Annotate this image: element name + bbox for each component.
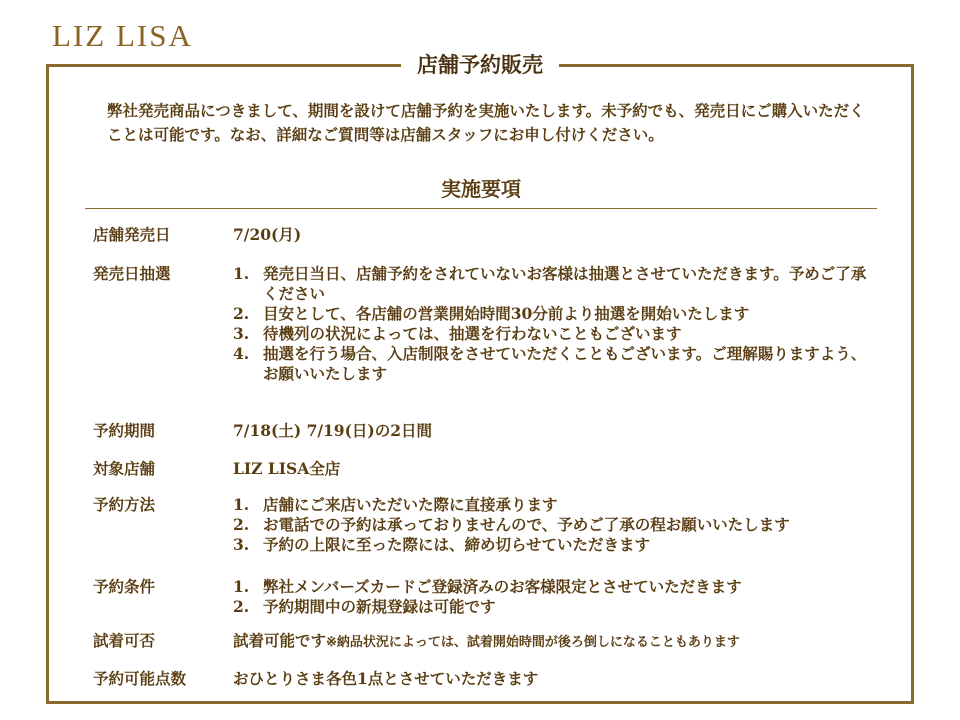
list-item: 2. お電話での予約は承っておりませんので、予めご了承の程お願いいたします xyxy=(233,515,790,534)
row-value: おひとりさま各色1点とさせていただきます xyxy=(233,669,539,688)
list-item: 4. 抽選を行う場合、入店制限をさせていただくこともございます。ご理解賜りますよう、お願いいたします xyxy=(233,344,867,383)
list-item: 3. 予約の上限に至った際には、締め切らせていただきます xyxy=(233,535,651,554)
list-item: 1. 店舗にご来店いただいた際に直接承ります xyxy=(233,495,558,514)
row-value: 7/20(月) xyxy=(233,225,302,244)
row-value: 試着可能です xyxy=(233,631,327,650)
list-item: 1. 弊社メンバーズカードご登録済みのお客様限定とさせていただきます xyxy=(233,577,742,596)
brand-logo: LIZ LISA xyxy=(52,18,193,53)
conditions-list xyxy=(233,577,873,617)
row-label: 予約条件 xyxy=(93,577,156,596)
row-label: 予約方法 xyxy=(93,495,156,514)
row-label: 対象店舗 xyxy=(93,459,156,478)
frame-title: 店舗予約販売 xyxy=(401,51,559,79)
lottery-list xyxy=(233,264,873,384)
row-label: 予約可能点数 xyxy=(93,669,187,688)
reservation-notice-frame xyxy=(46,52,914,704)
row-value: 7/18(土) 7/19(日)の2日間 xyxy=(233,421,433,440)
list-item: 1. 発売日当日、店舗予約をされていないお客様は抽選とさせていただきます。予めご了承ください xyxy=(233,264,867,303)
list-item: 2. 目安として、各店舗の営業開始時間30分前より抽選を開始いたします xyxy=(233,304,750,323)
row-value: LIZ LISA全店 xyxy=(233,459,341,478)
row-label: 試着可否 xyxy=(93,631,156,650)
list-item: 2. 予約期間中の新規登録は可能です xyxy=(233,597,496,616)
section-heading: 実施要項 xyxy=(85,173,877,209)
intro-text: 弊社発売商品につきまして、期間を設けて店舗予約を実施いたします。未予約でも、発売日にご購入いただくことは可能です。なお、詳細なご質問等は店舗スタッフにお申し付けください。 xyxy=(107,101,865,144)
method-list xyxy=(233,495,873,555)
row-label: 発売日抽選 xyxy=(93,264,171,283)
fitting-note: ※納品状況によっては、試着開始時間が後ろ倒しになることもあります xyxy=(326,635,740,650)
row-label: 予約期間 xyxy=(93,421,156,440)
row-label: 店舗発売日 xyxy=(93,225,171,244)
list-item: 3. 待機列の状況によっては、抽選を行わないこともございます xyxy=(233,324,682,343)
